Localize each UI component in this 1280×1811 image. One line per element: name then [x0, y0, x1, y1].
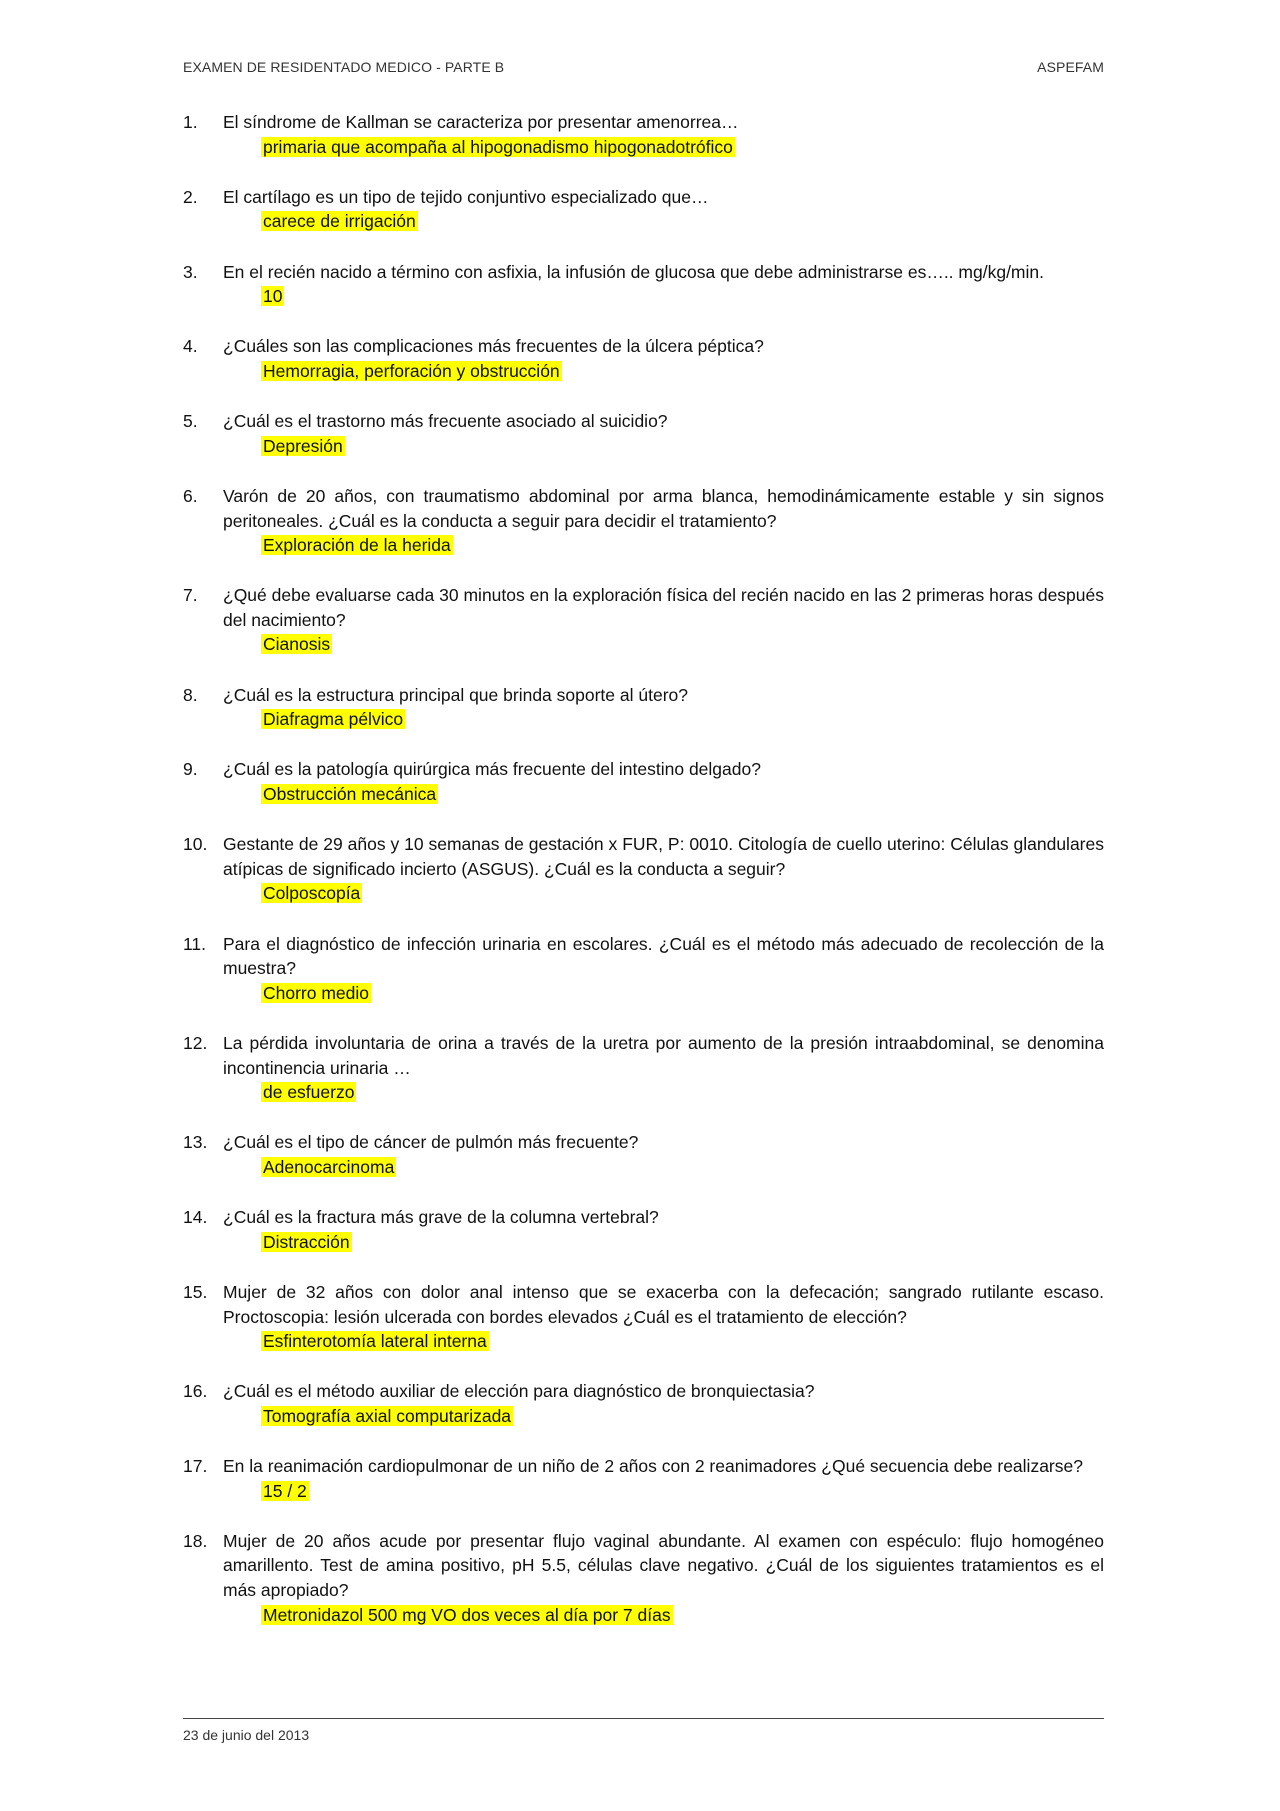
question-item	[183, 334, 1104, 383]
header-title: EXAMEN DE RESIDENTADO MEDICO - PARTE B	[183, 59, 505, 75]
highlighted-answer: Depresión	[263, 435, 343, 456]
highlighted-answer: Colposcopía	[263, 883, 361, 904]
highlighted-answer: Metronidazol 500 mg VO dos veces al día por 7 días	[263, 1604, 671, 1625]
question-number: 13.	[183, 1132, 208, 1153]
question-number: 7.	[183, 585, 198, 606]
question-number: 15.	[183, 1281, 208, 1302]
question-number: 5.	[183, 411, 198, 432]
question-item	[183, 409, 1104, 458]
highlighted-answer: Tomografía axial computarizada	[263, 1405, 512, 1426]
answer-line	[223, 1479, 1104, 1504]
answer-line	[223, 1329, 1104, 1354]
highlighted-answer: Distracción	[263, 1231, 350, 1252]
question-item	[183, 683, 1104, 732]
answer-line	[223, 1155, 1104, 1180]
question-text: ¿Cuál es el trastorno más frecuente asociado al suicidio?	[223, 411, 668, 432]
question-text: ¿Cuál es la fractura más grave de la columna vertebral?	[223, 1207, 659, 1228]
question-text: ¿Cuál es la estructura principal que brinda soporte al útero?	[223, 684, 688, 705]
highlighted-answer: Cianosis	[263, 634, 331, 655]
question-item	[183, 260, 1104, 309]
question-number: 10.	[183, 834, 208, 855]
question-item	[183, 757, 1104, 806]
footer-date: 23 de junio del 2013	[183, 1727, 310, 1743]
highlighted-answer: Obstrucción mecánica	[263, 784, 437, 805]
answer-line	[223, 434, 1104, 459]
highlighted-answer: Adenocarcinoma	[263, 1156, 395, 1177]
question-number: 18.	[183, 1530, 208, 1551]
highlighted-answer: de esfuerzo	[263, 1082, 355, 1103]
highlighted-answer: Diafragma pélvico	[263, 709, 404, 730]
question-text: ¿Cuál es el método auxiliar de elección para diagnóstico de bronquiectasia?	[223, 1381, 815, 1402]
highlighted-answer: 15 / 2	[263, 1480, 307, 1501]
answer-line	[223, 1080, 1104, 1105]
answer-line	[223, 1230, 1104, 1255]
question-text: Mujer de 20 años acude por presentar flujo vaginal abundante. Al examen con espéculo: flujo homogéneo amarillento. Test de amina positivo, pH 5.5, células clave negativo. ¿Cuál de los siguientes tratamientos es el más apropiado?	[223, 1530, 1104, 1601]
answer-line	[223, 707, 1104, 732]
question-item	[183, 1130, 1104, 1179]
answer-line	[223, 284, 1104, 309]
question-item	[183, 1454, 1104, 1503]
question-number: 1.	[183, 112, 198, 132]
header-organization: ASPEFAM	[1037, 59, 1104, 75]
question-text: El cartílago es un tipo de tejido conjuntivo especializado que…	[223, 186, 709, 207]
question-item	[183, 1031, 1104, 1105]
question-text: Gestante de 29 años y 10 semanas de gestación x FUR, P: 0010. Citología de cuello uterino: Células glandulares atípicas de significado incierto (ASGUS). ¿Cuál es la conducta a seguir?	[223, 834, 1104, 879]
question-text: Mujer de 32 años con dolor anal intenso que se exacerba con la defecación; sangrado rutilante escaso. Proctoscopia: lesión ulcerada con bordes elevados ¿Cuál es el tratamiento de elección?	[223, 1281, 1104, 1327]
question-number: 6.	[183, 485, 198, 506]
highlighted-answer: primaria que acompaña al hipogonadismo hipogonadotrófico	[263, 136, 733, 157]
question-number: 14.	[183, 1207, 208, 1228]
question-text: La pérdida involuntaria de orina a través de la uretra por aumento de la presión intraabdominal, se denomina incontinencia urinaria …	[223, 1032, 1104, 1078]
question-text: En la reanimación cardiopulmonar de un niño de 2 años con 2 reanimadores ¿Qué secuencia debe realizarse?	[223, 1456, 1083, 1477]
question-item	[183, 932, 1104, 1006]
answer-line	[223, 632, 1104, 657]
question-item	[183, 185, 1104, 234]
question-number: 12.	[183, 1032, 208, 1053]
question-text: Varón de 20 años, con traumatismo abdominal por arma blanca, hemodinámicamente estable y sin signos peritoneales. ¿Cuál es la conducta a seguir para decidir el tratamiento?	[223, 485, 1104, 531]
question-text: En el recién nacido a término con asfixia, la infusión de glucosa que debe administrarse es….. mg/kg/min.	[223, 261, 1044, 282]
answer-line	[223, 359, 1104, 384]
question-number: 4.	[183, 336, 198, 357]
answer-line	[223, 209, 1104, 234]
question-text: Para el diagnóstico de infección urinaria en escolares. ¿Cuál es el método más adecuado de recolección de la muestra?	[223, 933, 1104, 979]
page-header	[183, 59, 1104, 75]
answer-line	[223, 981, 1104, 1006]
question-text: El síndrome de Kallman se caracteriza por presentar amenorrea…	[223, 112, 739, 132]
question-item	[183, 832, 1104, 906]
question-text: ¿Qué debe evaluarse cada 30 minutos en la exploración física del recién nacido en las 2 primeras horas después del nacimiento?	[223, 585, 1104, 630]
question-number: 9.	[183, 759, 198, 780]
question-item	[183, 484, 1104, 558]
highlighted-answer: Exploración de la herida	[263, 535, 451, 556]
highlighted-answer: Chorro medio	[263, 982, 370, 1003]
question-number: 8.	[183, 684, 198, 705]
answer-line	[223, 782, 1104, 807]
answer-line	[223, 533, 1104, 558]
question-text: ¿Cuál es el tipo de cáncer de pulmón más frecuente?	[223, 1132, 639, 1153]
answer-line	[223, 135, 1104, 160]
question-number: 17.	[183, 1456, 208, 1477]
highlighted-answer: carece de irrigación	[263, 211, 416, 232]
highlighted-answer: Hemorragia, perforación y obstrucción	[263, 360, 560, 381]
question-item	[183, 1379, 1104, 1428]
question-number: 3.	[183, 261, 198, 282]
question-text: ¿Cuál es la patología quirúrgica más frecuente del intestino delgado?	[223, 759, 761, 780]
answer-line	[223, 1603, 1104, 1628]
question-item	[183, 110, 1104, 159]
footer-divider	[183, 1718, 1104, 1719]
question-number: 2.	[183, 186, 198, 207]
question-number: 16.	[183, 1381, 208, 1402]
question-text: ¿Cuáles son las complicaciones más frecuentes de la úlcera péptica?	[223, 336, 764, 357]
question-item	[183, 1280, 1104, 1354]
question-item	[183, 1205, 1104, 1254]
question-item	[183, 583, 1104, 657]
question-list	[183, 110, 1104, 1653]
question-number: 11.	[183, 933, 207, 954]
highlighted-answer: 10	[263, 286, 283, 307]
highlighted-answer: Esfinterotomía lateral interna	[263, 1331, 487, 1352]
question-item	[183, 1529, 1104, 1627]
answer-line	[223, 1404, 1104, 1429]
answer-line	[223, 881, 1104, 906]
